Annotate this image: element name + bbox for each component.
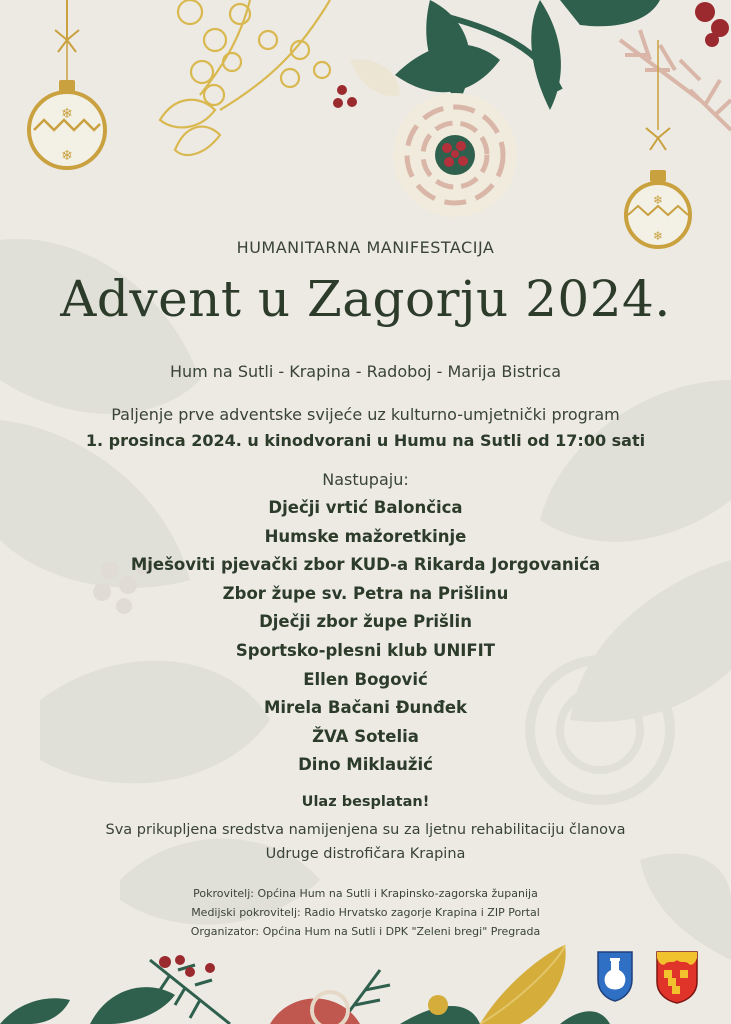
charity-purpose xyxy=(0,818,731,866)
svg-text:❄: ❄ xyxy=(652,193,664,207)
performer-item: Ellen Bogović xyxy=(303,669,428,689)
performer-item: Dječji zbor župe Prišlin xyxy=(259,612,472,632)
credits xyxy=(0,884,731,941)
program-info xyxy=(0,402,731,454)
svg-text:❄: ❄ xyxy=(61,106,73,122)
organizer-credit: Organizator: Općina Hum na Sutli i DPK "Zeleni bregi" Pregrada xyxy=(190,925,541,938)
media-sponsor-credit: Medijski pokrovitelj: Radio Hrvatsko zagorje Krapina i ZIP Portal xyxy=(191,906,540,919)
program-description: Paljenje prve adventske svijeće uz kulturno-umjetnički program xyxy=(111,405,620,424)
event-title: Advent u Zagorju 2024. xyxy=(60,270,671,328)
hum-na-sutli-coat-of-arms-icon xyxy=(596,950,634,1002)
performer-item: Mirela Bačani Đunđek xyxy=(263,698,467,718)
krapina-zagorje-county-coat-of-arms-icon xyxy=(655,950,699,1004)
performers-list xyxy=(0,494,731,780)
svg-text:❄: ❄ xyxy=(652,229,664,243)
performer-item: ŽVA Sotelia xyxy=(312,726,419,746)
charity-purpose-line1: Sva prikupljena sredstva namijenjena su za ljetnu rehabilitaciju članova xyxy=(105,822,626,838)
event-subtitle: HUMANITARNA MANIFESTACIJA xyxy=(236,238,495,257)
performer-item: Humske mažoretkinje xyxy=(264,526,467,546)
free-entry-notice: Ulaz besplatan! xyxy=(301,794,430,810)
performer-item: Mješoviti pjevački zbor KUD-a Rikarda Jorgovanića xyxy=(130,555,601,575)
program-date-venue: 1. prosinca 2024. u kinodvorani u Humu na Sutli od 17:00 sati xyxy=(85,431,646,450)
event-locations: Hum na Sutli - Krapina - Radoboj - Marija Bistrica xyxy=(169,362,562,381)
performer-item: Dino Miklaužić xyxy=(298,755,433,775)
performer-item: Dječji vrtić Balončica xyxy=(268,498,463,517)
charity-purpose-line2: Udruge distrofičara Krapina xyxy=(265,846,466,862)
sponsor-credit: Pokrovitelj: Općina Hum na Sutli i Krapinsko-zagorska županija xyxy=(193,887,538,900)
performers-heading: Nastupaju: xyxy=(322,470,409,489)
svg-text:❄: ❄ xyxy=(61,148,73,164)
performer-item: Sportsko-plesni klub UNIFIT xyxy=(235,640,496,660)
performer-item: Zbor župe sv. Petra na Prišlinu xyxy=(222,583,509,603)
